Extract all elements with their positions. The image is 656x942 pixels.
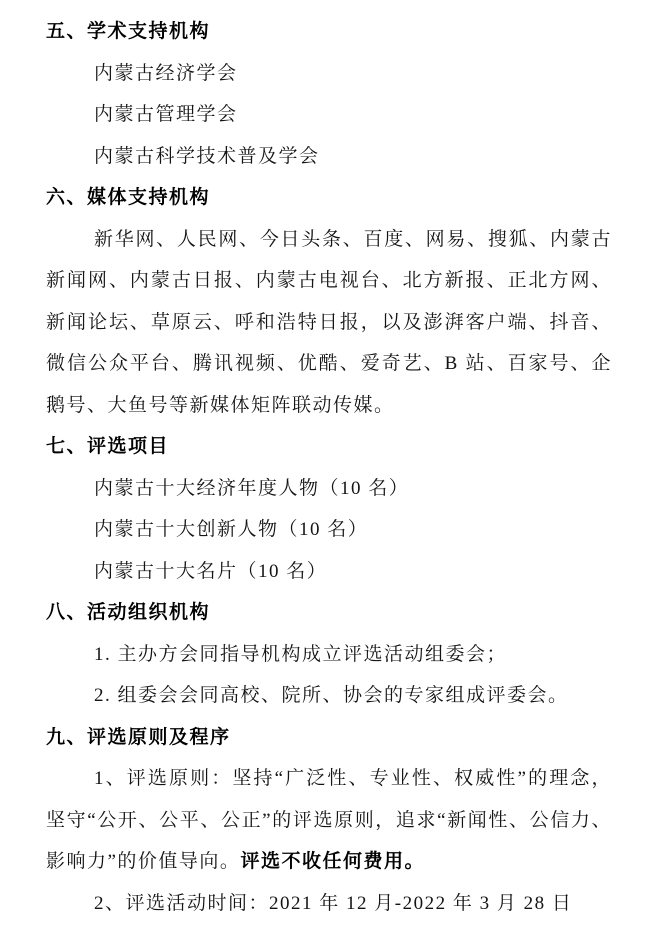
paragraph [46, 883, 612, 925]
text-segment: 2、评选活动时间：2021 年 12 月-2022 年 3 月 28 日 [94, 892, 573, 914]
section-heading [46, 592, 612, 634]
text-segment: 内蒙古十大经济年度人物（10 名） [94, 477, 410, 499]
indented-line [46, 634, 612, 676]
bold-text-segment: 九、评选原则及程序 [46, 726, 231, 748]
indented-line [46, 136, 612, 178]
text-segment: 1、评选原则：坚持“广泛性、专业性、权威性”的理念，坚守“公开、公平、公正”的评选原则，追求“新闻性、公信力、影响力”的价值导向。 [46, 768, 612, 872]
paragraph [46, 758, 612, 883]
text-segment: 内蒙古十大名片（10 名） [94, 560, 328, 582]
text-segment: 2. 组委会会同高校、院所、协会的专家组成评委会。 [94, 685, 569, 706]
text-segment: 1. 主办方会同指导机构成立评选活动组委会； [94, 643, 508, 665]
indented-line [46, 468, 612, 510]
bold-text-segment: 七、评选项目 [46, 436, 170, 457]
bold-text-segment: 八、活动组织机构 [46, 602, 211, 623]
text-segment: 内蒙古科学技术普及学会 [94, 145, 320, 167]
section-heading [46, 11, 612, 53]
bold-text-segment: 评选不收任何费用。 [240, 851, 425, 872]
indented-line [46, 551, 612, 593]
section-heading [46, 426, 612, 468]
section-heading [46, 177, 612, 219]
text-segment: 新华网、人民网、今日头条、百度、网易、搜狐、内蒙古新闻网、内蒙古日报、内蒙古电视台、北方新报、正北方网、新闻论坛、草原云、呼和浩特日报，以及澎湃客户端、抖音、微信公众平台、腾讯视频、优酷、爱奇艺、B 站、百家号、企鹅号、大鱼号等新媒体矩阵联动传媒。 [46, 228, 612, 416]
indented-line [46, 509, 612, 551]
bold-text-segment: 五、学术支持机构 [46, 21, 211, 42]
section-heading [46, 717, 612, 759]
paragraph [46, 219, 612, 427]
indented-line [46, 94, 612, 136]
text-segment: 内蒙古管理学会 [94, 104, 238, 125]
text-segment: 内蒙古经济学会 [94, 62, 238, 84]
text-segment: 内蒙古十大创新人物（10 名） [94, 519, 369, 540]
indented-line [46, 53, 612, 95]
indented-line [46, 675, 612, 717]
bold-text-segment: 六、媒体支持机构 [46, 187, 211, 208]
document-body [46, 11, 612, 924]
